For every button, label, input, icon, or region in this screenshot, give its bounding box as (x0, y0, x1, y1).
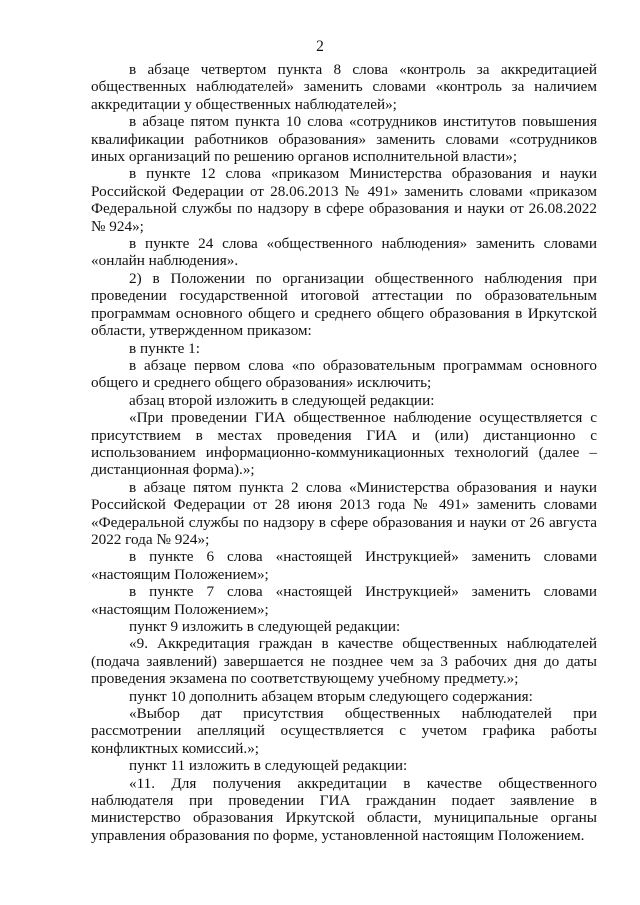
paragraph-6: в пункте 1: (129, 339, 200, 357)
paragraph-2: в абзаце пятом пункта 10 слова «сотрудников институтов повышения квалификации работников образования» заменить словами «сотрудников иных организаций по решению органов исполнительной власти»; (91, 113, 597, 166)
paragraph-12: в пункте 7 слова «настоящей Инструкцией» заменить словами «настоящим Положением»; (91, 583, 597, 618)
paragraph-13: пункт 9 изложить в следующей редакции: (129, 618, 401, 635)
paragraph-8: абзац второй изложить в следующей редакции: (129, 391, 435, 409)
paragraph-11: в пункте 6 слова «настоящей Инструкцией» заменить словами «настоящим Положением»; (91, 548, 597, 583)
paragraph-16: «Выбор дат присутствия общественных наблюдателей при рассмотрении апелляций осуществляется с учетом графика работы конфликтных комиссий.»; (91, 705, 597, 757)
paragraph-1: в абзаце четвертом пункта 8 слова «контроль за аккредитацией общественных наблюдателей» заменить словами «контроль за наличием аккредитации у общественных наблюдателей»; (91, 61, 597, 113)
page-number: 2 (316, 38, 324, 55)
document-body (91, 61, 597, 844)
paragraph-14: «9. Аккредитация граждан в качестве общественных наблюдателей (подача заявлений) завершается не позднее чем за 3 рабочих дня до даты проведения экзамена по соответствующему учебному предмету.»; (91, 635, 597, 688)
paragraph-15: пункт 10 дополнить абзацем вторым следующего содержания: (129, 687, 533, 705)
paragraph-9: «При проведении ГИА общественное наблюдение осуществляется с присутствием в местах проведения ГИА и (или) дистанционно с использованием информационно-коммуникационных технологий (далее – дистанционная форма).»; (91, 409, 597, 479)
paragraph-7: в абзаце первом слова «по образовательным программам основного общего и среднего общего образования» исключить; (91, 356, 597, 392)
paragraph-3: в пункте 12 слова «приказом Министерства образования и науки Российской Федерации от 28.06.2013 № 491» заменить словами «приказом Федеральной службы по надзору в сфере образования и науки от 26.08.2022 № 924»; (91, 165, 597, 235)
paragraph-4: в пункте 24 слова «общественного наблюдения» заменить словами «онлайн наблюдения». (91, 235, 597, 270)
paragraph-10: в абзаце пятом пункта 2 слова «Министерства образования и науки Российской Федерации от 28 июня 2013 года № 491» заменить словами «Федеральной службы по надзору в сфере образования и науки от 26 августа 2022 года № 924»; (91, 478, 597, 548)
paragraph-5: 2) в Положении по организации общественного наблюдения при проведении государственной итоговой аттестации по образовательным программам основного общего и среднего общего образования в Иркутской области, утвержденном приказом: (91, 269, 597, 340)
paragraph-17: пункт 11 изложить в следующей редакции: (129, 757, 408, 775)
paragraph-18: «11. Для получения аккредитации в качестве общественного наблюдателя при проведении ГИА гражданин подает заявление в министерство образования Иркутской области, муниципальные органы управления образования по форме, установленной настоящим Положением. (91, 774, 597, 844)
